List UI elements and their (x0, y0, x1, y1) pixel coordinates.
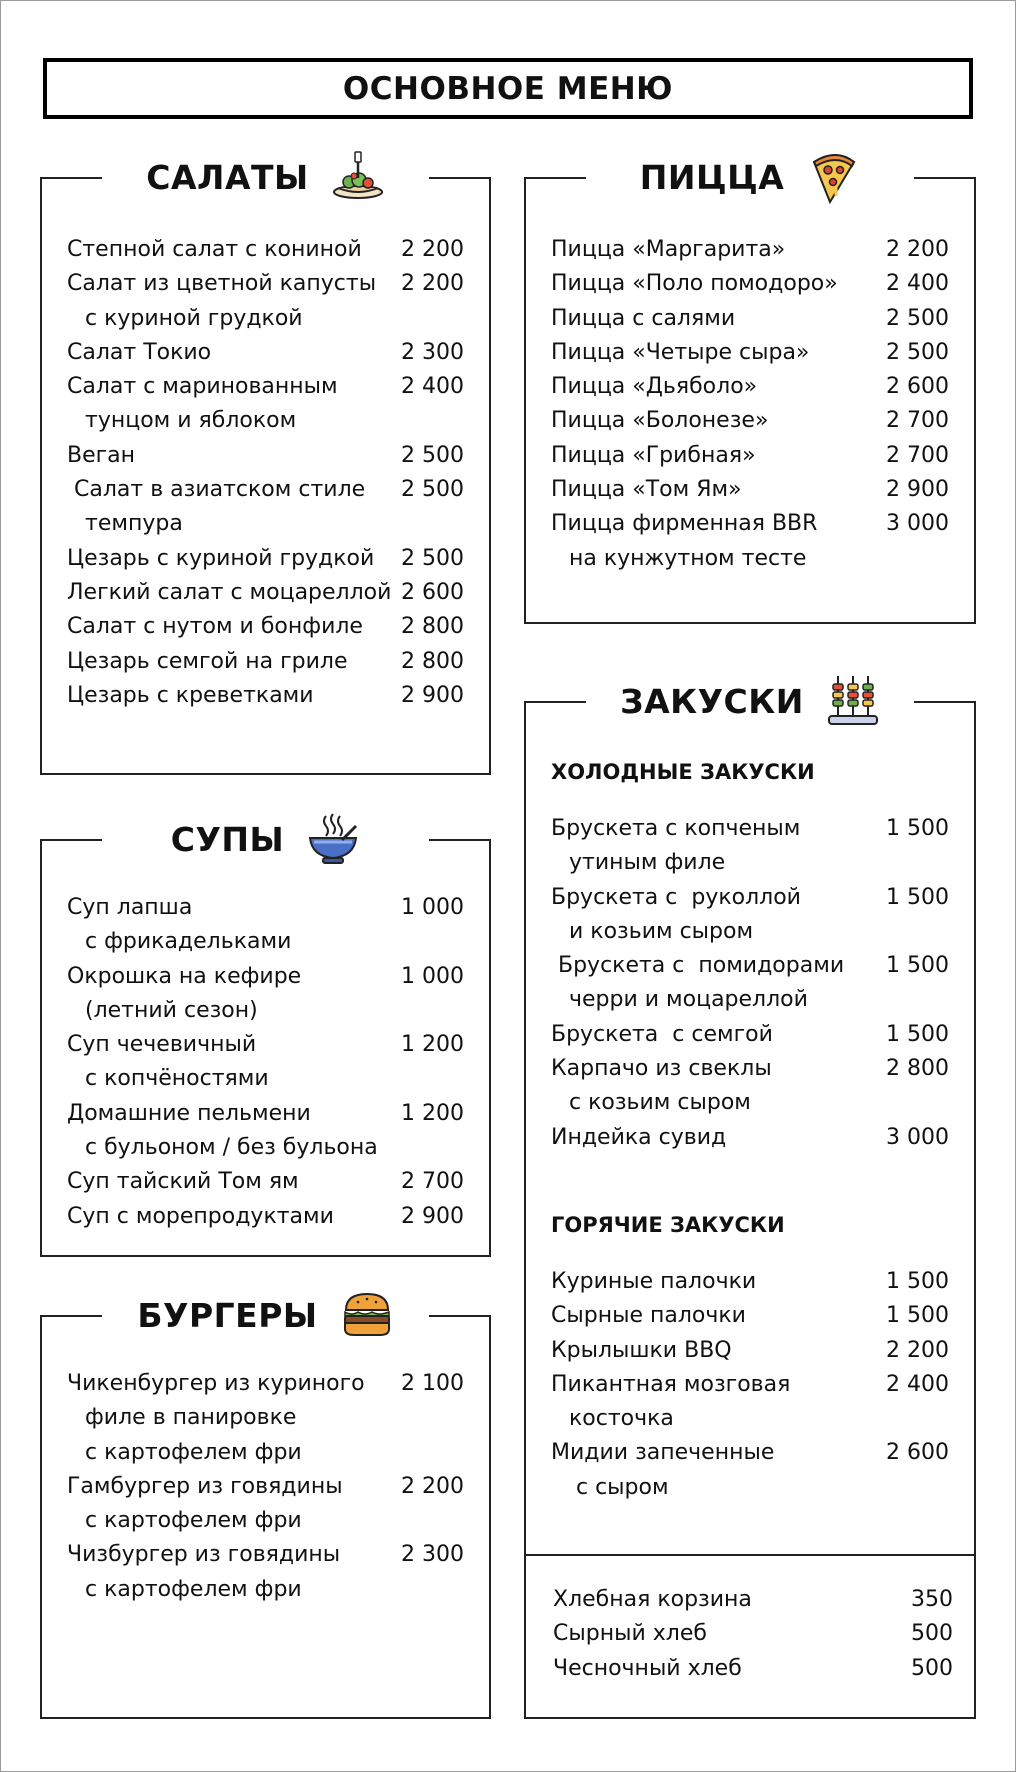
menu-item (551, 473, 949, 507)
item-name: Пицца «Поло помодоро» (551, 271, 838, 297)
menu-item (67, 370, 464, 439)
burgers-header (102, 1283, 429, 1347)
item-price: 2 800 (401, 614, 464, 640)
item-price: 2 900 (401, 1203, 464, 1229)
item-price: 1 000 (401, 963, 464, 989)
item-name: Пицца «Том Ям» (551, 477, 742, 503)
item-price: 2 200 (401, 237, 464, 262)
menu-item (67, 610, 464, 644)
item-name: Салат из цветной капусты (67, 271, 377, 297)
burgers-section (40, 1295, 491, 1719)
item-name-line2: с куриной грудкой (85, 305, 303, 331)
menu-item (67, 1367, 464, 1470)
menu-item (551, 233, 949, 267)
item-name: Пицца с салями (551, 305, 736, 331)
snacks-heading: ЗАКУСКИ (620, 681, 804, 721)
item-name-line2: на кунжутном тесте (569, 545, 807, 571)
menu-item (67, 645, 464, 679)
burger-icon (340, 1288, 394, 1342)
item-name: Салат в азиатском стиле (67, 477, 366, 503)
item-name: Суп тайский Том ям (67, 1169, 299, 1195)
soups-header (102, 807, 429, 871)
item-price: 1 000 (401, 895, 464, 920)
item-price: 2 300 (401, 339, 464, 365)
item-price: 2 600 (886, 1440, 949, 1466)
item-name: Пицца «Грибная» (551, 442, 756, 468)
menu-item (67, 1028, 464, 1097)
menu-item (67, 439, 464, 473)
item-price: 2 300 (401, 1542, 464, 1568)
menu-item (553, 1652, 953, 1686)
bread-list (553, 1583, 953, 1686)
menu-item (551, 267, 949, 301)
burgers-heading: БУРГЕРЫ (137, 1295, 318, 1335)
item-name: Брускета с семгой (551, 1021, 773, 1047)
item-name: Хлебная корзина (553, 1587, 752, 1612)
item-price: 2 500 (886, 339, 949, 365)
item-name-line2: косточка (569, 1406, 674, 1432)
menu-item (551, 404, 949, 438)
item-price: 350 (911, 1587, 953, 1612)
menu-item (67, 336, 464, 370)
item-name: Пикантная мозговая (551, 1371, 791, 1397)
menu-item (67, 960, 464, 1029)
menu-title: ОСНОВНОЕ МЕНЮ (43, 58, 973, 119)
item-name: Цезарь семгой на гриле (67, 648, 348, 674)
item-name: Пицца «Дьяболо» (551, 374, 758, 400)
menu-item (67, 576, 464, 610)
item-price: 2 900 (886, 477, 949, 503)
item-name-line2: филе в панировке (85, 1405, 297, 1431)
item-name-line2: с картофелем фри (85, 1576, 302, 1602)
menu-item (551, 812, 949, 881)
item-name: Суп лапша (67, 895, 193, 920)
item-name: Веган (67, 442, 136, 468)
item-name: Сырные палочки (551, 1303, 746, 1329)
hot-snacks-heading: ГОРЯЧИЕ ЗАКУСКИ (551, 1213, 785, 1237)
pizza-slice-icon (806, 150, 860, 204)
hot-snacks-list (551, 1208, 949, 1505)
salads-heading: САЛАТЫ (146, 157, 309, 197)
item-price: 2 400 (886, 1371, 949, 1397)
item-name: Чесночный хлеб (553, 1655, 742, 1681)
item-name: Пицца «Болонезе» (551, 408, 769, 434)
menu-item (67, 1470, 464, 1539)
item-name: Окрошка на кефире (67, 963, 302, 989)
soups-list (67, 891, 464, 1234)
item-name: Пицца фирменная BBR (551, 511, 818, 537)
menu-item (67, 1165, 464, 1199)
salad-icon (331, 150, 385, 204)
salads-section (40, 157, 491, 775)
item-name: Цезарь с куриной грудкой (67, 545, 375, 571)
menu-item (551, 1368, 949, 1437)
item-name-line2: с козьим сыром (569, 1090, 751, 1116)
item-name: Пицца «Маргарита» (551, 237, 786, 262)
item-name: Степной салат с кониной (67, 237, 362, 262)
menu-item (67, 891, 464, 960)
snacks-header (586, 669, 914, 733)
menu-item (67, 1538, 464, 1607)
item-name: Брускета с копченым (551, 816, 801, 841)
item-price: 3 000 (886, 1124, 949, 1150)
item-price: 1 500 (886, 1269, 949, 1294)
menu-item (551, 1299, 949, 1333)
item-name-line2: тунцом и яблоком (85, 408, 297, 434)
menu-item (67, 1097, 464, 1166)
item-price: 2 400 (401, 374, 464, 400)
item-price: 2 200 (401, 1473, 464, 1499)
item-name: Куриные палочки (551, 1269, 757, 1294)
soups-section (40, 819, 491, 1257)
item-name: Салат с нутом и бонфиле (67, 614, 363, 640)
item-name: Крылышки BBQ (551, 1337, 732, 1363)
item-price: 2 100 (401, 1371, 464, 1396)
item-price: 2 500 (401, 442, 464, 468)
item-name-line2: с фрикадельками (85, 929, 292, 955)
menu-item (551, 1334, 949, 1368)
menu-item (67, 679, 464, 713)
item-price: 1 500 (886, 1021, 949, 1047)
soups-heading: СУПЫ (170, 819, 285, 859)
item-name-line2: с бульоном / без бульона (85, 1135, 378, 1161)
item-price: 2 400 (886, 271, 949, 297)
cold-snacks-list (551, 755, 949, 1155)
menu-item (551, 1436, 949, 1505)
menu-item (67, 233, 464, 267)
item-price: 2 500 (401, 477, 464, 503)
menu-item (551, 370, 949, 404)
skewers-icon (826, 674, 880, 728)
item-price: 2 700 (886, 408, 949, 434)
item-price: 2 200 (886, 237, 949, 262)
item-price: 2 500 (401, 545, 464, 571)
item-name: Суп с морепродуктами (67, 1203, 334, 1229)
item-name-line2: черри и моцареллой (569, 987, 808, 1013)
item-price: 1 200 (401, 1032, 464, 1058)
item-name: Карпачо из свеклы (551, 1056, 772, 1082)
pizza-list (551, 233, 949, 576)
pizza-section (524, 157, 976, 624)
pizza-header (586, 145, 914, 209)
item-name: Брускета с руколлой (551, 884, 801, 910)
item-price: 2 600 (401, 579, 464, 605)
item-price: 1 500 (886, 1303, 949, 1329)
item-name: Гамбургер из говядины (67, 1473, 343, 1499)
menu-item (553, 1617, 953, 1651)
soup-bowl-icon (306, 812, 360, 866)
item-name-line3: с картофелем фри (85, 1439, 302, 1465)
item-name-line2: темпура (85, 511, 183, 537)
item-name: Сырный хлеб (553, 1621, 707, 1647)
menu-item (551, 302, 949, 336)
item-name-line2: и козьим сыром (569, 918, 754, 944)
menu-item (551, 1265, 949, 1299)
item-price: 2 900 (401, 682, 464, 708)
item-price: 1 500 (886, 884, 949, 910)
menu-item (67, 1200, 464, 1234)
item-name-line2: (летний сезон) (85, 997, 258, 1023)
salads-header (102, 145, 429, 209)
item-price: 2 200 (401, 271, 464, 297)
burgers-list (67, 1367, 464, 1607)
item-price: 2 800 (886, 1056, 949, 1082)
item-price: 2 700 (401, 1169, 464, 1195)
item-name-line2: утиным филе (569, 850, 726, 876)
item-name: Домашние пельмени (67, 1100, 311, 1126)
menu-item (551, 881, 949, 950)
menu-item (551, 1018, 949, 1052)
menu-item (553, 1583, 953, 1617)
menu-item (67, 542, 464, 576)
item-price: 1 500 (886, 953, 949, 979)
item-name-line2: с сыром (569, 1474, 669, 1500)
menu-item (67, 267, 464, 336)
menu-item (551, 1121, 949, 1155)
item-price: 1 500 (886, 816, 949, 841)
menu-item (551, 507, 949, 576)
item-name: Брускета с помидорами (551, 953, 845, 979)
item-price: 2 600 (886, 374, 949, 400)
item-name: Мидии запеченные (551, 1440, 775, 1466)
item-name: Салат Токио (67, 339, 212, 365)
item-price: 2 800 (401, 648, 464, 674)
item-name: Суп чечевичный (67, 1032, 257, 1058)
menu-item (67, 473, 464, 542)
item-name-line2: с картофелем фри (85, 1508, 302, 1534)
item-price: 2 700 (886, 442, 949, 468)
item-price: 1 200 (401, 1100, 464, 1126)
menu-item (551, 1052, 949, 1121)
item-name: Салат с маринованным (67, 374, 338, 400)
salads-list (67, 233, 464, 713)
bread-divider (526, 1554, 974, 1556)
item-name: Пицца «Четыре сыра» (551, 339, 810, 365)
item-name: Легкий салат с моцареллой (67, 579, 392, 605)
menu-item (551, 949, 949, 1018)
item-name: Цезарь с креветками (67, 682, 314, 708)
item-price: 2 200 (886, 1337, 949, 1363)
item-price: 2 500 (886, 305, 949, 331)
item-name: Индейка сувид (551, 1124, 727, 1150)
item-price: 3 000 (886, 511, 949, 537)
menu-item (551, 439, 949, 473)
item-name: Чизбургер из говядины (67, 1542, 341, 1568)
cold-snacks-heading: ХОЛОДНЫЕ ЗАКУСКИ (551, 760, 815, 784)
item-name: Чикенбургер из куриного (67, 1371, 365, 1396)
item-name-line2: с копчёностями (85, 1066, 269, 1092)
item-price: 500 (911, 1621, 953, 1647)
pizza-heading: ПИЦЦА (639, 157, 785, 197)
item-price: 500 (911, 1655, 953, 1681)
menu-item (551, 336, 949, 370)
snacks-section (524, 681, 976, 1719)
